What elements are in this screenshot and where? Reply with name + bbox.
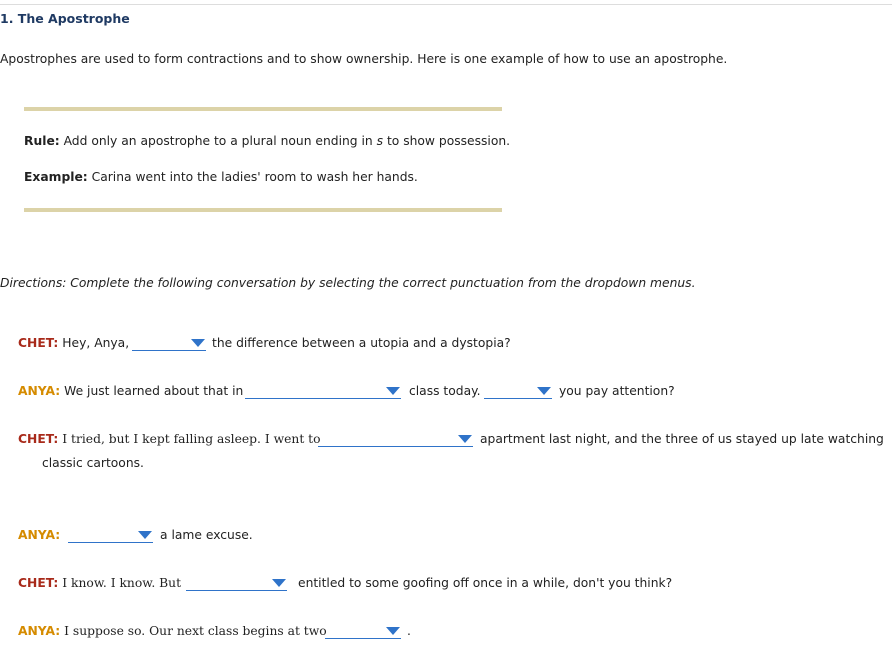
chevron-down-icon [272,579,286,587]
line2-after: you pay attention? [559,384,675,398]
rule-text-2: to show possession. [383,134,511,148]
rule-italic: s [376,134,384,148]
dropdown-1[interactable] [132,336,206,351]
line3-after: apartment last night, and the three of us stayed up late watching [480,432,884,446]
rule-text-1: Add only an apostrophe to a plural noun ending in [59,134,377,148]
chevron-down-icon [386,387,400,395]
line3-continuation: classic cartoons. [42,456,144,470]
speaker-anya: ANYA: [18,384,61,398]
line2-text [18,384,243,398]
line6-before: I suppose so. Our next class begins at two [64,624,327,638]
rule-line [24,134,510,148]
dropdown-6[interactable] [186,576,287,591]
line4-speaker-wrap [18,528,60,542]
speaker-chet: CHET: [18,576,59,590]
line1-before: Hey, Anya, [62,336,130,350]
speaker-chet: CHET: [18,432,59,446]
chevron-down-icon [458,435,472,443]
line5-after: entitled to some goofing off once in a while, don't you think? [298,576,673,590]
speaker-anya: ANYA: [18,528,61,542]
line3-text [18,432,321,446]
dropdown-3[interactable] [484,384,552,399]
line4-after: a lame excuse. [160,528,253,542]
chevron-down-icon [386,627,400,635]
dropdown-2[interactable] [245,384,401,399]
speaker-anya: ANYA: [18,624,61,638]
directions: Directions: Complete the following conversation by selecting the correct punctuation from the dropdown menus. [0,276,696,290]
chevron-down-icon [537,387,551,395]
dropdown-7[interactable] [325,624,401,639]
line1-text [18,336,129,350]
line5-before: I know. I know. But [62,576,182,590]
rule-label: Rule: [24,134,60,148]
line1-after: the difference between a utopia and a dystopia? [212,336,511,350]
example-line [24,170,418,184]
example-label: Example: [24,170,88,184]
dropdown-4[interactable] [318,432,473,447]
rule-box-top-bar [24,107,502,111]
line2-before: We just learned about that in [64,384,244,398]
chevron-down-icon [138,531,152,539]
line6-text [18,624,327,638]
top-divider [0,4,892,5]
section-title: 1. The Apostrophe [0,11,130,26]
dropdown-5[interactable] [68,528,153,543]
rule-box-bottom-bar [24,208,502,212]
line2-middle: class today. [409,384,481,398]
line3-before: I tried, but I kept falling asleep. I went to [62,432,321,446]
example-text: Carina went into the ladies' room to wash her hands. [87,170,418,184]
intro-paragraph: Apostrophes are used to form contractions and to show ownership. Here is one example of how to use an apostrophe. [0,52,728,66]
line5-text [18,576,181,590]
chevron-down-icon [191,339,205,347]
speaker-chet: CHET: [18,336,59,350]
line6-after: . [407,624,411,638]
